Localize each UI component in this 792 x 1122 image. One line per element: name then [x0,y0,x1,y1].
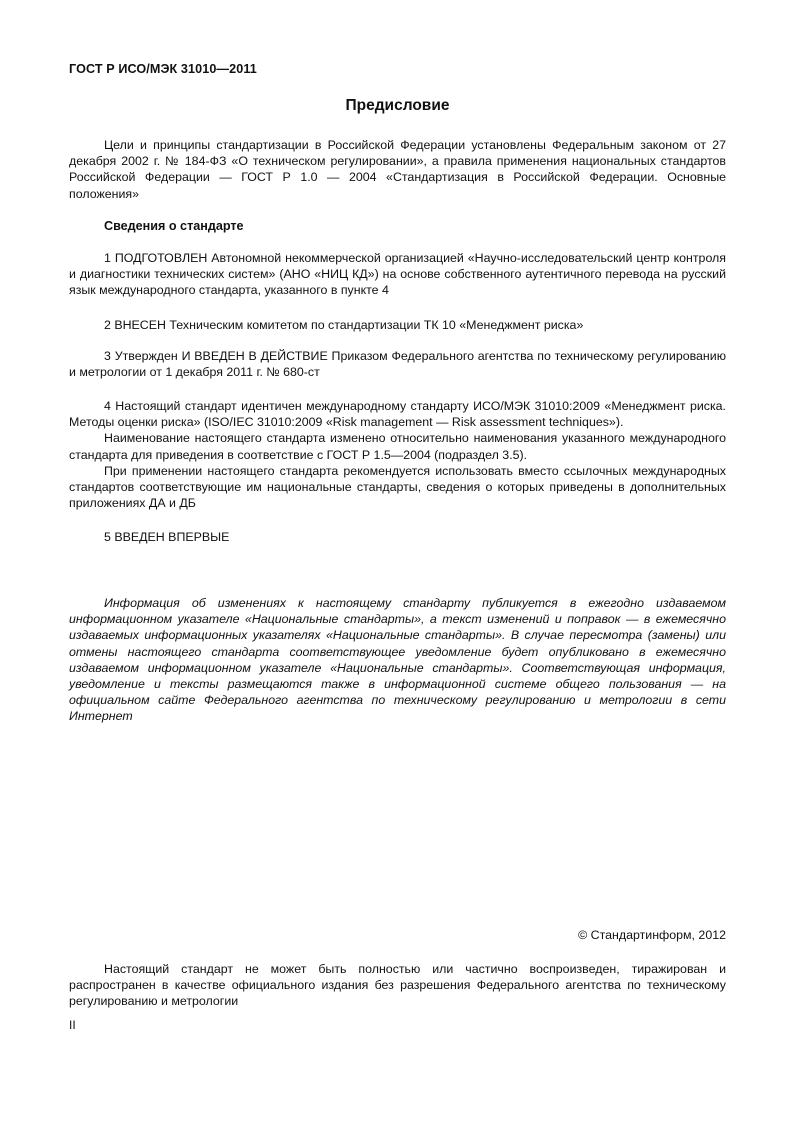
standard-info-heading: Сведения о стандарте [104,219,244,233]
intro-paragraph-block [69,137,726,202]
page-number: II [69,1018,76,1032]
item-2-block [69,317,726,333]
reproduction-block [69,961,726,1010]
item-4-block [69,398,726,511]
item-3-paragraph: 3 Утвержден И ВВЕДЕН В ДЕЙСТВИЕ Приказом Федерального агентства по техническому регулированию и метрологии от 1 декабря 2011 г. № 680-ст [69,349,726,380]
item-5-paragraph: 5 ВВЕДЕН ВПЕРВЫЕ [104,530,230,544]
item-4-paragraph-2: Наименование настоящего стандарта изменено относительно наименования указанного международного стандарта для приведения в соответствие с ГОСТ Р 1.5—2004 (подраздел 3.5). [69,431,726,462]
notice-block [69,595,726,725]
item-3-block [69,348,726,380]
item-1-block [69,250,726,299]
copyright-line: © Стандартинформ, 2012 [578,928,726,942]
item-1-paragraph: 1 ПОДГОТОВЛЕН Автономной некоммерческой организацией «Научно-исследовательский центр контроля и диагностики технических систем» (АНО «НИЦ КД») на основе собственного аутентичного перевода на русский язык международного стандарта, указанного в пункте 4 [69,251,726,298]
page-title: Предисловие [345,97,450,114]
intro-paragraph: Цели и принципы стандартизации в Российской Федерации установлены Федеральным законом от 27 декабря 2002 г. № 184-ФЗ «О техническом регулировании», а правила применения национальных стандартов Российской Федерации — ГОСТ Р 1.0 — 2004 «Стандартизация в Российской Федерации. Основные положения» [69,138,726,201]
item-4-paragraph-1: 4 Настоящий стандарт идентичен международному стандарту ИСО/МЭК 31010:2009 «Менеджмент риска. Методы оценки риска» (ISO/IEC 31010:2009 «Risk management — Risk assessment techniques»). [69,399,726,430]
reproduction-paragraph: Настоящий стандарт не может быть полностью или частично воспроизведен, тиражирован и распространен в качестве официального издания без разрешения Федерального агентства по техническому регулированию и метрологии [69,962,726,1009]
document-code: ГОСТ Р ИСО/МЭК 31010—2011 [69,62,257,76]
item-5-block [69,529,726,545]
item-2-paragraph: 2 ВНЕСЕН Техническим комитетом по стандартизации ТК 10 «Менеджмент риска» [104,318,584,332]
item-4-paragraph-3: При применении настоящего стандарта рекомендуется использовать вместо ссылочных международных стандартов соответствующие им национальные стандарты, сведения о которых приведены в дополнительных приложениях ДА и ДБ [69,463,726,511]
notice-paragraph: Информация об изменениях к настоящему стандарту публикуется в ежегодно издаваемом информационном указателе «Национальные стандарты», а текст изменений и поправок — в ежемесячно издаваемых информационных указателях «Национальные стандарты». В случае пересмотра (замены) или отмены настоящего стандарта соответствующее уведомление будет опубликовано в ежемесячно издаваемом информационном указателе «Национальные стандарты». Соответствующая информация, уведомление и тексты размещаются также в информационной системе общего пользования — на официальном сайте Федерального агентства по техническому регулированию и метрологии в сети Интернет [69,596,726,724]
